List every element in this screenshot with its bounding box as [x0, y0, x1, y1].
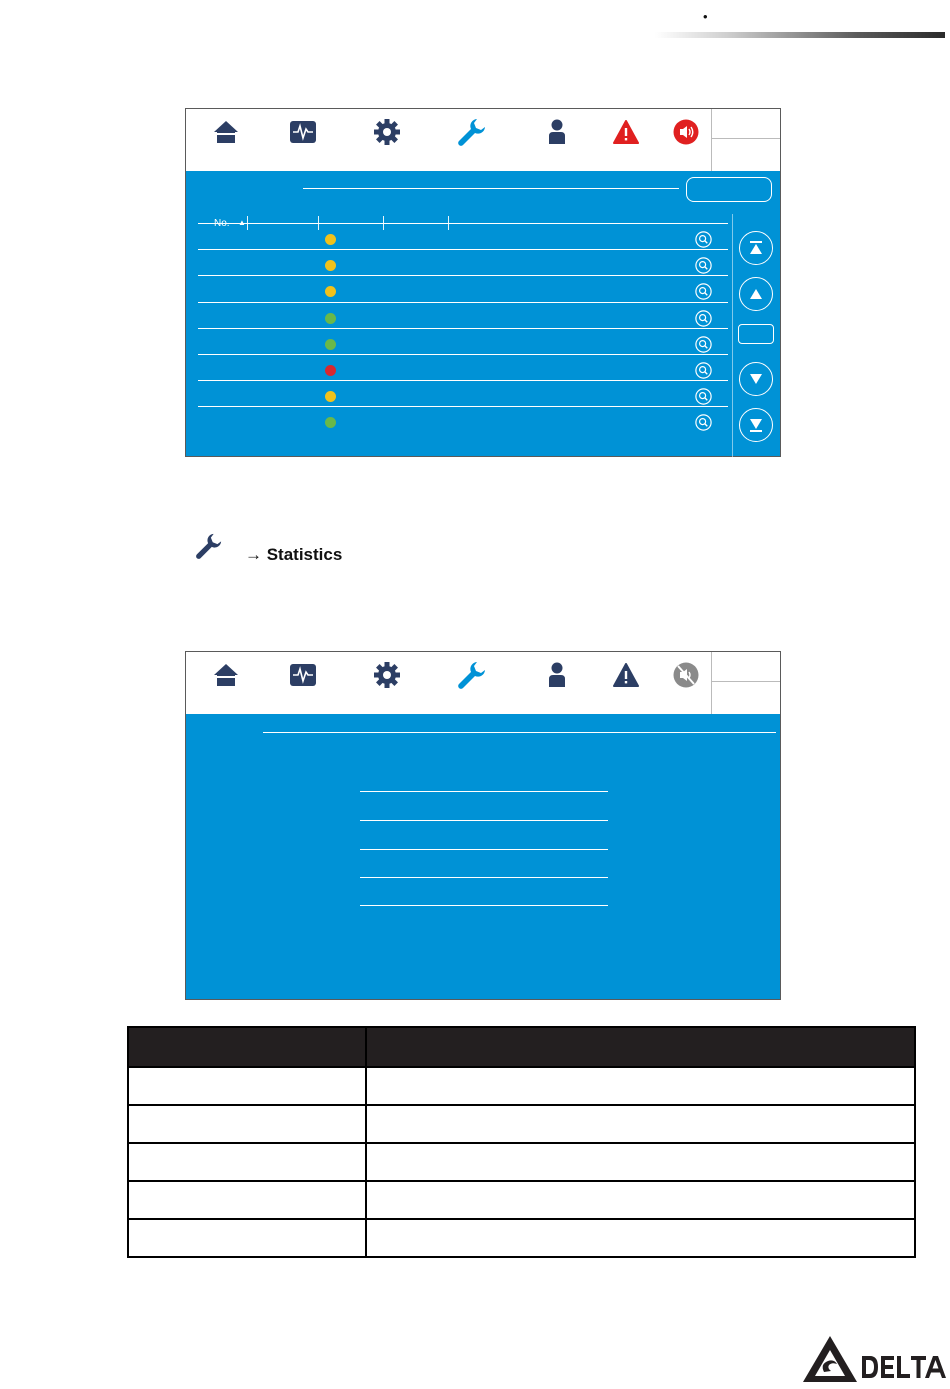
user-icon[interactable] [542, 660, 572, 690]
status-dot [325, 313, 336, 324]
table-row [128, 1105, 915, 1143]
statistics-value-line [360, 905, 608, 906]
waveform-icon[interactable] [288, 117, 318, 147]
user-icon[interactable] [542, 117, 572, 147]
filter-field-underline[interactable] [303, 188, 679, 189]
home-icon[interactable] [211, 660, 241, 690]
log-row[interactable] [198, 250, 728, 275]
page-indicator [738, 324, 774, 344]
view-detail-icon[interactable] [695, 283, 712, 300]
view-detail-icon[interactable] [695, 336, 712, 353]
statistics-screen [185, 651, 781, 1000]
alarm-warning-icon[interactable] [611, 117, 641, 147]
log-row[interactable] [198, 381, 728, 406]
log-content-area [186, 171, 780, 456]
view-detail-icon[interactable] [695, 310, 712, 327]
filter-button[interactable] [686, 177, 772, 202]
buzzer-muted-icon[interactable] [671, 660, 701, 690]
waveform-icon[interactable] [288, 660, 318, 690]
statistics-value-line [360, 791, 608, 792]
next-page-button[interactable] [739, 362, 773, 396]
top-toolbar [186, 652, 780, 714]
log-row[interactable] [198, 407, 728, 432]
last-page-button[interactable] [739, 408, 773, 442]
log-row[interactable] [198, 329, 728, 354]
status-dot [325, 234, 336, 245]
log-screen [185, 108, 781, 457]
view-detail-icon[interactable] [695, 388, 712, 405]
delta-logo [800, 1334, 950, 1384]
wrench-icon [195, 532, 223, 560]
toolbar-side-panel [711, 109, 780, 171]
table-row [128, 1143, 915, 1181]
home-icon[interactable] [211, 117, 241, 147]
statistics-title-underline [263, 732, 776, 733]
toolbar-side-panel [711, 652, 780, 714]
nav-divider [732, 214, 733, 458]
description-table [127, 1026, 916, 1258]
statistics-heading: → Statistics [245, 545, 343, 564]
table-row [128, 1067, 915, 1105]
log-row[interactable] [198, 276, 728, 301]
header-bullet: • [703, 9, 708, 24]
status-dot [325, 365, 336, 376]
statistics-value-line [360, 849, 608, 850]
statistics-content-area [186, 714, 780, 999]
header-rule [655, 32, 945, 38]
view-detail-icon[interactable] [695, 414, 712, 431]
gear-icon[interactable] [372, 117, 402, 147]
table-row [128, 1219, 915, 1257]
statistics-value-line [360, 877, 608, 878]
statistics-value-line [360, 820, 608, 821]
table-header-row [128, 1027, 915, 1067]
warning-icon[interactable] [611, 660, 641, 690]
log-row[interactable] [198, 224, 728, 249]
wrench-icon[interactable] [457, 660, 487, 690]
gear-icon[interactable] [372, 660, 402, 690]
view-detail-icon[interactable] [695, 362, 712, 379]
log-row[interactable] [198, 355, 728, 380]
buzzer-icon[interactable] [671, 117, 701, 147]
previous-page-button[interactable] [739, 277, 773, 311]
top-toolbar [186, 109, 780, 171]
wrench-icon[interactable] [457, 117, 487, 147]
view-detail-icon[interactable] [695, 257, 712, 274]
view-detail-icon[interactable] [695, 231, 712, 248]
log-row[interactable] [198, 303, 728, 328]
table-row [128, 1181, 915, 1219]
status-dot [325, 339, 336, 350]
first-page-button[interactable] [739, 231, 773, 265]
